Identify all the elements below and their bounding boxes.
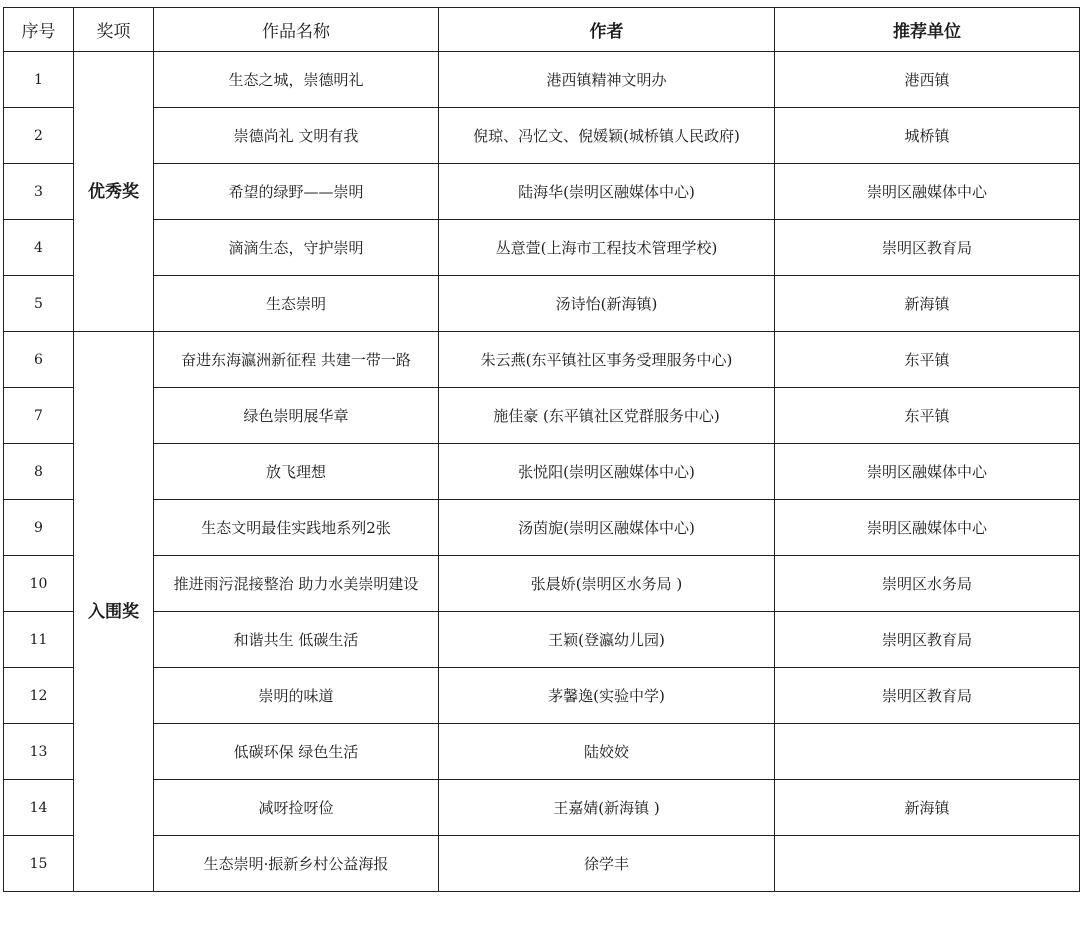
row-unit: 港西镇 — [775, 52, 1080, 108]
header-author: 作者 — [439, 8, 775, 52]
row-title: 放飞理想 — [154, 444, 439, 500]
award-group-excellent: 优秀奖 — [74, 52, 154, 332]
row-title: 减呀捡呀俭 — [154, 780, 439, 836]
row-author: 张晨娇(崇明区水务局 ) — [439, 556, 775, 612]
row-author: 港西镇精神文明办 — [439, 52, 775, 108]
row-index: 12 — [4, 668, 74, 724]
row-unit: 新海镇 — [775, 276, 1080, 332]
row-title: 和谐共生 低碳生活 — [154, 612, 439, 668]
row-title: 滴滴生态，守护崇明 — [154, 220, 439, 276]
row-author: 丛意萱(上海市工程技术管理学校) — [439, 220, 775, 276]
row-unit: 崇明区教育局 — [775, 668, 1080, 724]
row-unit: 东平镇 — [775, 332, 1080, 388]
row-index: 9 — [4, 500, 74, 556]
table-row — [4, 780, 1080, 836]
table-row — [4, 276, 1080, 332]
table-row — [4, 108, 1080, 164]
row-index: 1 — [4, 52, 74, 108]
row-unit: 崇明区教育局 — [775, 612, 1080, 668]
table-row — [4, 500, 1080, 556]
row-unit: 崇明区融媒体中心 — [775, 500, 1080, 556]
table-row — [4, 444, 1080, 500]
award-group-shortlisted: 入围奖 — [74, 332, 154, 892]
row-title: 生态崇明·振新乡村公益海报 — [154, 836, 439, 892]
table-row — [4, 332, 1080, 388]
row-title: 崇明的味道 — [154, 668, 439, 724]
row-author: 汤茵旎(崇明区融媒体中心) — [439, 500, 775, 556]
table-row — [4, 612, 1080, 668]
row-title: 奋进东海瀛洲新征程 共建一带一路 — [154, 332, 439, 388]
row-author: 朱云燕(东平镇社区事务受理服务中心) — [439, 332, 775, 388]
row-index: 8 — [4, 444, 74, 500]
row-author: 张悦阳(崇明区融媒体中心) — [439, 444, 775, 500]
row-unit: 崇明区融媒体中心 — [775, 444, 1080, 500]
row-index: 3 — [4, 164, 74, 220]
row-author: 陆姣姣 — [439, 724, 775, 780]
header-unit: 推荐单位 — [775, 8, 1080, 52]
row-title: 生态之城，崇德明礼 — [154, 52, 439, 108]
table-row — [4, 836, 1080, 892]
table-row — [4, 52, 1080, 108]
row-title: 生态崇明 — [154, 276, 439, 332]
row-author: 王颖(登瀛幼儿园) — [439, 612, 775, 668]
row-index: 15 — [4, 836, 74, 892]
row-index: 4 — [4, 220, 74, 276]
row-title: 生态文明最佳实践地系列2张 — [154, 500, 439, 556]
table-row — [4, 724, 1080, 780]
table-row — [4, 164, 1080, 220]
row-title: 推进雨污混接整治 助力水美崇明建设 — [154, 556, 439, 612]
row-unit — [775, 836, 1080, 892]
header-title: 作品名称 — [154, 8, 439, 52]
row-author: 陆海华(崇明区融媒体中心) — [439, 164, 775, 220]
table-row — [4, 668, 1080, 724]
row-unit: 城桥镇 — [775, 108, 1080, 164]
row-index: 2 — [4, 108, 74, 164]
row-unit: 崇明区教育局 — [775, 220, 1080, 276]
row-unit — [775, 724, 1080, 780]
table-row — [4, 388, 1080, 444]
row-index: 7 — [4, 388, 74, 444]
row-author: 徐学丰 — [439, 836, 775, 892]
row-index: 6 — [4, 332, 74, 388]
row-author: 施佳豪 (东平镇社区党群服务中心) — [439, 388, 775, 444]
row-index: 14 — [4, 780, 74, 836]
row-unit: 新海镇 — [775, 780, 1080, 836]
row-unit: 东平镇 — [775, 388, 1080, 444]
award-list-table — [3, 7, 1080, 892]
row-unit: 崇明区水务局 — [775, 556, 1080, 612]
row-index: 5 — [4, 276, 74, 332]
row-title: 绿色崇明展华章 — [154, 388, 439, 444]
table-row — [4, 556, 1080, 612]
header-index: 序号 — [4, 8, 74, 52]
row-title: 低碳环保 绿色生活 — [154, 724, 439, 780]
row-author: 王嘉婧(新海镇 ) — [439, 780, 775, 836]
row-author: 汤诗怡(新海镇) — [439, 276, 775, 332]
table-row — [4, 220, 1080, 276]
header-award: 奖项 — [74, 8, 154, 52]
row-unit: 崇明区融媒体中心 — [775, 164, 1080, 220]
table-header-row — [4, 8, 1080, 52]
row-index: 11 — [4, 612, 74, 668]
row-title: 希望的绿野——崇明 — [154, 164, 439, 220]
row-author: 倪琼、冯忆文、倪媛颖(城桥镇人民政府) — [439, 108, 775, 164]
row-title: 崇德尚礼 文明有我 — [154, 108, 439, 164]
row-index: 13 — [4, 724, 74, 780]
row-index: 10 — [4, 556, 74, 612]
row-author: 茅馨逸(实验中学) — [439, 668, 775, 724]
